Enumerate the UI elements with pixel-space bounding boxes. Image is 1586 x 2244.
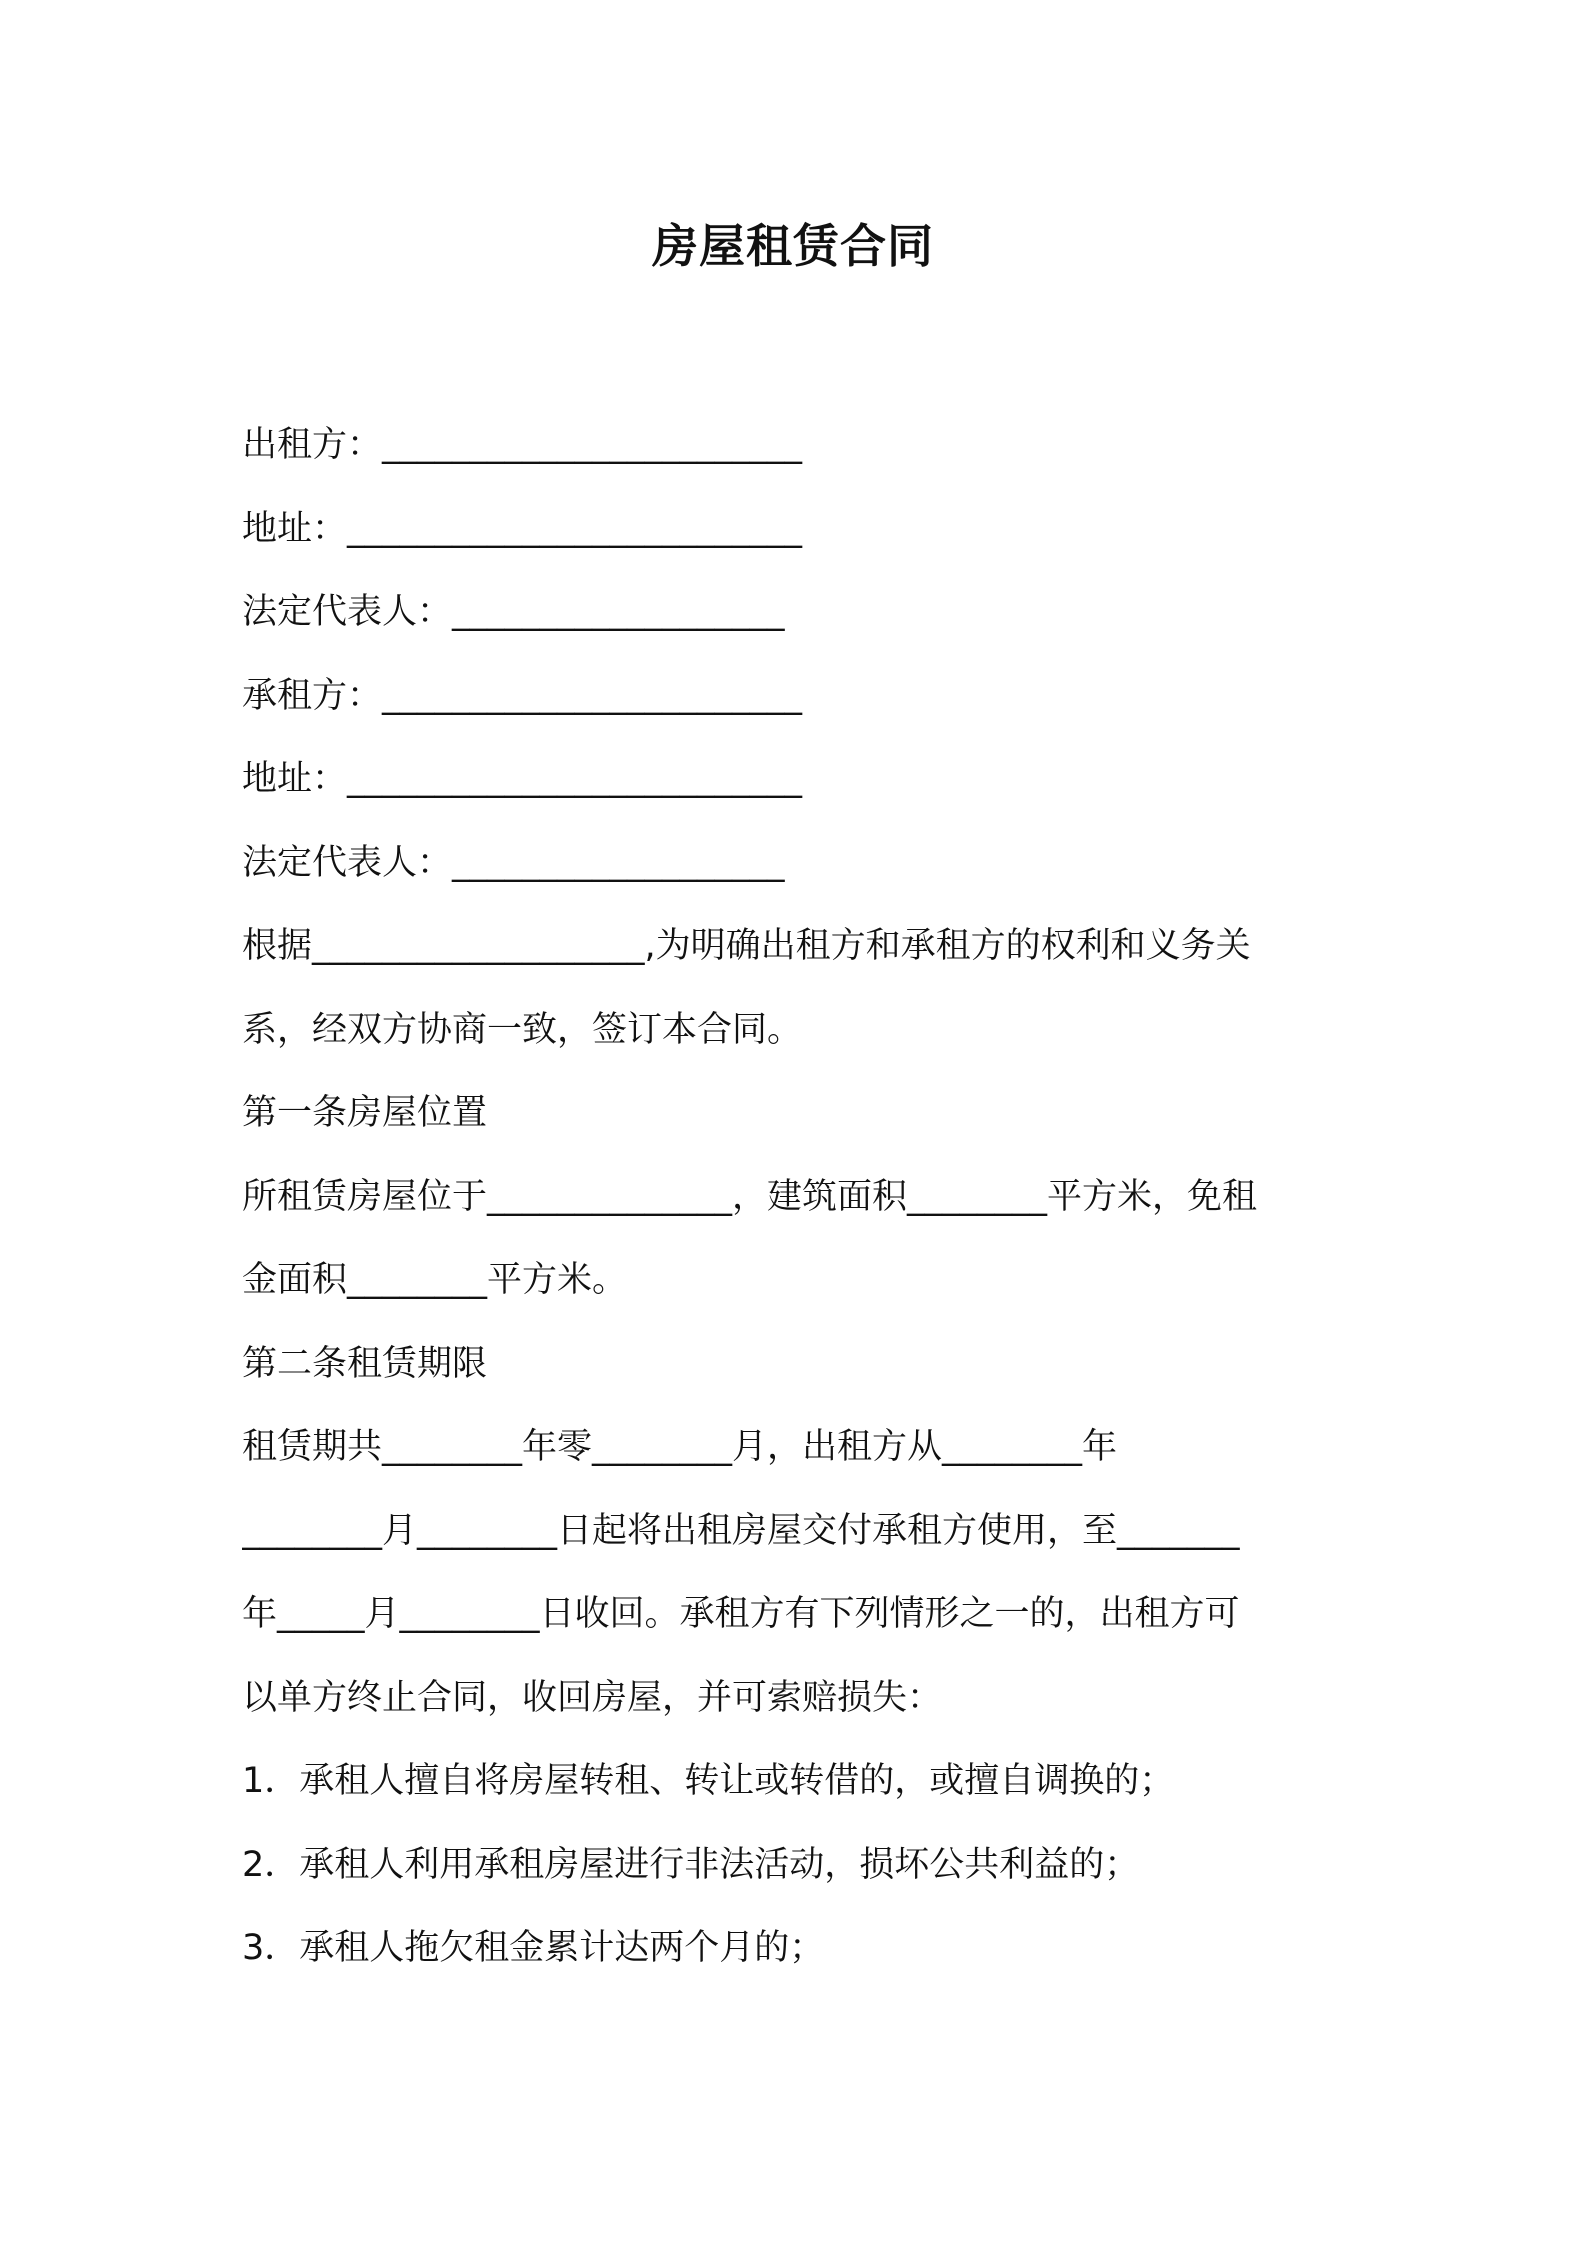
lessee-address-line: 地址：__________________________	[242, 759, 803, 799]
article-1-heading: 第一条房屋位置	[242, 1093, 488, 1133]
lessee-representative-line: 法定代表人：___________________	[242, 842, 785, 883]
lessor-address-line: 地址：__________________________	[242, 508, 803, 549]
preamble-line-1: 根据___________________,为明确出租方和承租方的权利和义务关	[242, 926, 1251, 966]
lessee-line: 承租方：________________________	[242, 675, 803, 716]
termination-item-1: 1．承租人擅自将房屋转租、转让或转借的，或擅自调换的；	[242, 1761, 1175, 1801]
lessor-line: 出租方：________________________	[242, 425, 803, 465]
document-title: 房屋租赁合同	[652, 219, 934, 273]
termination-item-3: 3．承租人拖欠租金累计达两个月的；	[242, 1928, 825, 1968]
article-2-text-line-1: 租赁期共________年零________月，出租方从________年	[242, 1427, 1118, 1467]
lessor-representative-line: 法定代表人：___________________	[242, 592, 785, 632]
article-1-text-line-1: 所租赁房屋位于______________，建筑面积________平方米，免租	[242, 1176, 1258, 1217]
article-1-text-line-2: 金面积________平方米。	[242, 1260, 628, 1300]
article-2-text-line-3: 年_____月________日收回。承租方有下列情形之一的，出租方可	[242, 1594, 1240, 1634]
preamble-line-2: 系，经双方协商一致，签订本合同。	[242, 1009, 803, 1050]
article-2-text-line-2: ________月________日起将出租房屋交付承租方使用，至_______	[242, 1510, 1240, 1551]
article-2-text-line-4: 以单方终止合同，收回房屋，并可索赔损失：	[242, 1677, 943, 1718]
termination-item-2: 2．承租人利用承租房屋进行非法活动，损坏公共利益的；	[242, 1844, 1140, 1885]
document-body	[242, 404, 1360, 1991]
article-2-heading: 第二条租赁期限	[242, 1343, 488, 1384]
